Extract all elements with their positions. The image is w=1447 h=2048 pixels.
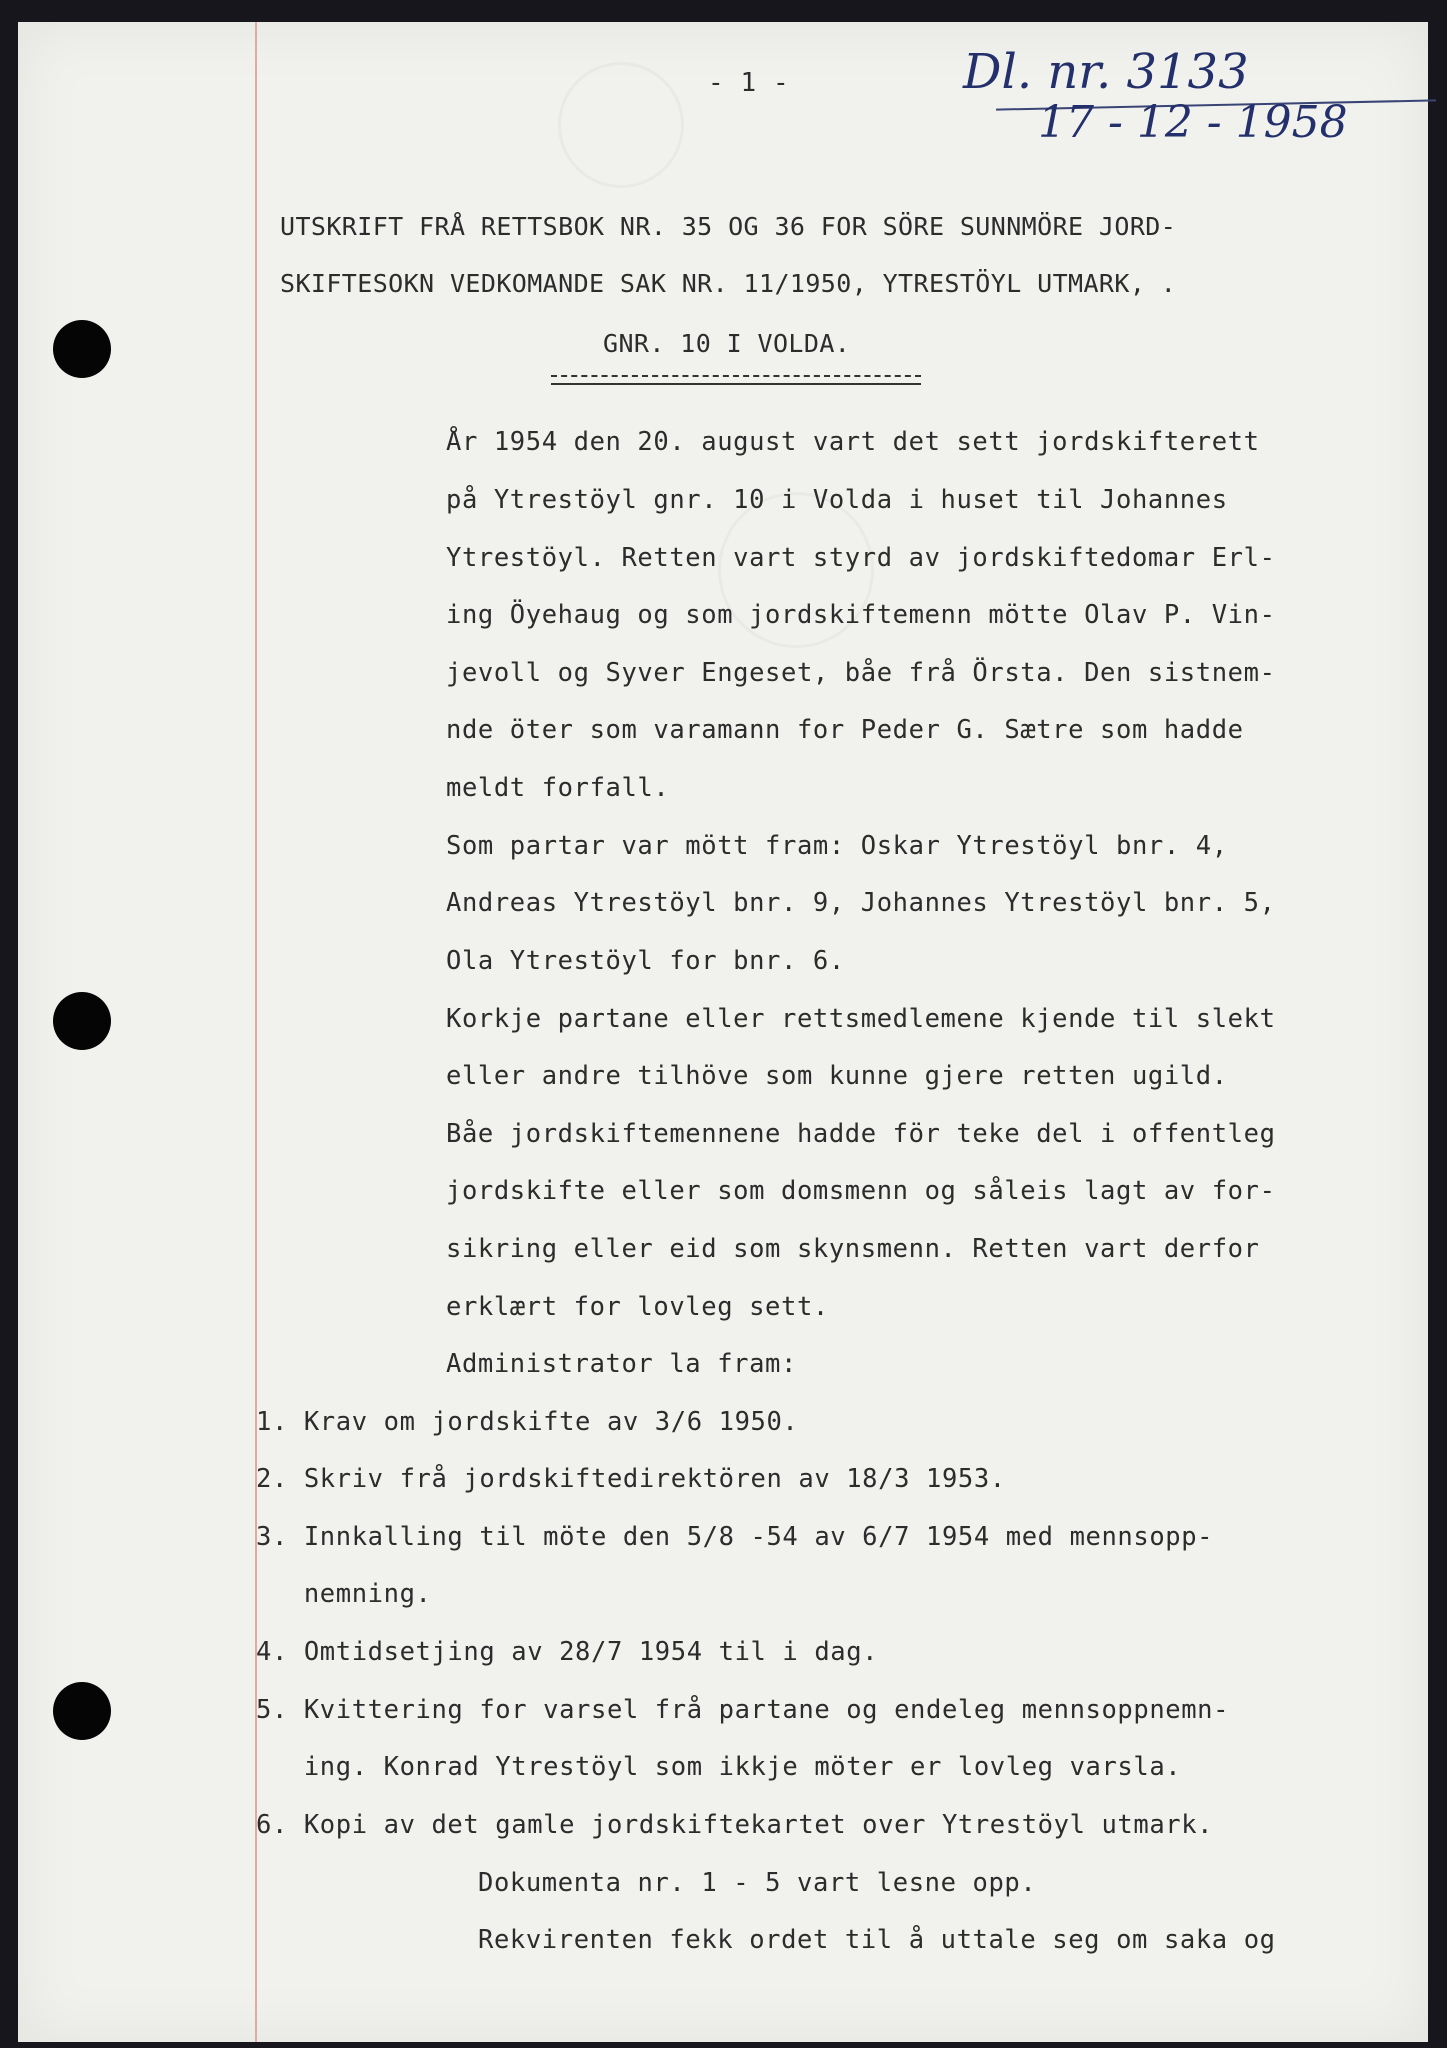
heading-underline — [551, 375, 921, 377]
body-line: Ola Ytrestöyl for bnr. 6. — [446, 946, 845, 976]
list-item: nemning. — [256, 1579, 432, 1609]
body-line: eller andre tilhöve som kunne gjere retten ugild. — [446, 1061, 1228, 1091]
list-item: ing. Konrad Ytrestöyl som ikkje möter er lovleg varsla. — [256, 1752, 1182, 1782]
list-item: 5. Kvittering for varsel frå partane og endeleg mennsoppnemn- — [256, 1695, 1230, 1725]
heading-line: GNR. 10 I VOLDA. — [603, 329, 851, 358]
body-line: nde öter som varamann for Peder G. Sætre som hadde — [446, 715, 1244, 745]
heading-underline — [551, 383, 921, 385]
page-number: - 1 - — [708, 68, 790, 98]
body-line: Andreas Ytrestöyl bnr. 9, Johannes Ytrestöyl bnr. 5, — [446, 888, 1276, 918]
body-line: jevoll og Syver Engeset, båe frå Örsta. Den sistnem- — [446, 658, 1276, 688]
body-line: Båe jordskiftemennene hadde för teke del i offentleg — [446, 1119, 1276, 1149]
punch-hole — [53, 320, 111, 378]
body-line: Ytrestöyl. Retten vart styrd av jordskiftedomar Erl- — [446, 543, 1276, 573]
body-line: Administrator la fram: — [446, 1349, 797, 1379]
body-line: År 1954 den 20. august vart det sett jordskifterett — [446, 427, 1260, 457]
document-page — [18, 22, 1428, 2042]
list-item: 4. Omtidsetjing av 28/7 1954 til i dag. — [256, 1637, 879, 1667]
red-margin-rule — [255, 22, 257, 2042]
punch-hole — [53, 1682, 111, 1740]
heading-line: UTSKRIFT FRÅ RETTSBOK NR. 35 OG 36 FOR SÖRE SUNNMÖRE JORD- — [280, 212, 1177, 241]
closing-line: Rekvirenten fekk ordet til å uttale seg om saka og — [478, 1925, 1276, 1955]
body-line: ing Öyehaug og som jordskiftemenn mötte Olav P. Vin- — [446, 600, 1276, 630]
punch-hole — [53, 992, 111, 1050]
body-line: jordskifte eller som domsmenn og såleis lagt av for- — [446, 1176, 1276, 1206]
body-line: erklært for lovleg sett. — [446, 1292, 829, 1322]
body-line: Korkje partane eller rettsmedlemene kjende til slekt — [446, 1004, 1276, 1034]
bleed-through-stamp — [558, 62, 684, 188]
body-line: Som partar var mött fram: Oskar Ytrestöyl bnr. 4, — [446, 831, 1228, 861]
list-item: 6. Kopi av det gamle jordskiftekartet over Ytrestöyl utmark. — [256, 1810, 1214, 1840]
closing-line: Dokumenta nr. 1 - 5 vart lesne opp. — [478, 1868, 1037, 1898]
list-item: 2. Skriv frå jordskiftedirektören av 18/3 1953. — [256, 1464, 1006, 1494]
handwritten-registration-number: Dl. nr. 3133 — [963, 44, 1249, 100]
body-line: sikring eller eid som skynsmenn. Retten vart derfor — [446, 1234, 1260, 1264]
body-line: på Ytrestöyl gnr. 10 i Volda i huset til Johannes — [446, 485, 1228, 515]
handwritten-date: 17 - 12 - 1958 — [1038, 97, 1348, 148]
body-line: meldt forfall. — [446, 773, 670, 803]
list-item: 3. Innkalling til möte den 5/8 -54 av 6/7 1954 med mennsopp- — [256, 1522, 1214, 1552]
heading-line: SKIFTESOKN VEDKOMANDE SAK NR. 11/1950, YTRESTÖYL UTMARK, . — [280, 269, 1177, 298]
list-item: 1. Krav om jordskifte av 3/6 1950. — [256, 1407, 799, 1437]
